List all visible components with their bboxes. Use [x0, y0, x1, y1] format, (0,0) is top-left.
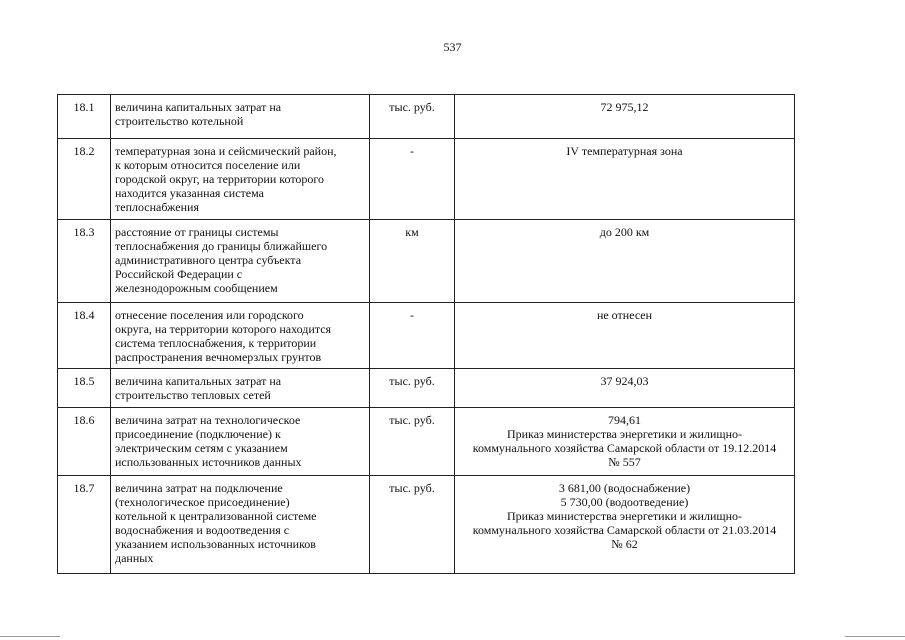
row-number: 18.7 — [58, 476, 111, 574]
scan-margin-line — [845, 636, 905, 637]
table-row — [58, 95, 795, 139]
parameters-table — [57, 94, 795, 574]
parameter-name: температурная зона и сейсмический район, к которым относится поселение или городской округ, на территории которого находится указанная система теплоснабжения — [111, 139, 370, 220]
unit: тыс. руб. — [370, 408, 455, 476]
parameter-value: 72 975,12 — [455, 95, 795, 139]
table-row — [58, 408, 795, 476]
parameter-name: отнесение поселения или городского округа, на территории которого находится система теплоснабжения, к территории распространения вечномерзлых грунтов — [111, 303, 370, 369]
table-row — [58, 303, 795, 369]
parameter-value: до 200 км — [455, 220, 795, 303]
parameter-value: IV температурная зона — [455, 139, 795, 220]
table-row — [58, 139, 795, 220]
unit: км — [370, 220, 455, 303]
unit: тыс. руб. — [370, 95, 455, 139]
row-number: 18.3 — [58, 220, 111, 303]
parameter-name: величина капитальных затрат на строительство котельной — [111, 95, 370, 139]
parameter-value: не отнесен — [455, 303, 795, 369]
parameter-name: расстояние от границы системы теплоснабжения до границы ближайшего административного центра субъекта Российской Федерации с железнодорожным сообщением — [111, 220, 370, 303]
unit: - — [370, 303, 455, 369]
parameter-value: 794,61 Приказ министерства энергетики и жилищно- коммунального хозяйства Самарской области от 19.12.2014 № 557 — [455, 408, 795, 476]
table-row — [58, 476, 795, 574]
parameter-name: величина затрат на подключение (технологическое присоединение) котельной к централизованной системе водоснабжения и водоотведения с указанием использованных источников данных — [111, 476, 370, 574]
row-number: 18.2 — [58, 139, 111, 220]
row-number: 18.4 — [58, 303, 111, 369]
page-number: 537 — [443, 40, 462, 54]
unit: тыс. руб. — [370, 369, 455, 408]
table-row — [58, 369, 795, 408]
row-number: 18.5 — [58, 369, 111, 408]
unit: тыс. руб. — [370, 476, 455, 574]
table-row — [58, 220, 795, 303]
scan-margin-line — [0, 636, 60, 637]
parameter-name: величина затрат на технологическое присоединение (подключение) к электрическим сетям с указанием использованных источников данных — [111, 408, 370, 476]
row-number: 18.1 — [58, 95, 111, 139]
parameter-value: 37 924,03 — [455, 369, 795, 408]
unit: - — [370, 139, 455, 220]
parameter-value: 3 681,00 (водоснабжение) 5 730,00 (водоотведение) Приказ министерства энергетики и жилищно- коммунального хозяйства Самарской области от 21.03.2014 № 62 — [455, 476, 795, 574]
parameter-name: величина капитальных затрат на строительство тепловых сетей — [111, 369, 370, 408]
row-number: 18.6 — [58, 408, 111, 476]
